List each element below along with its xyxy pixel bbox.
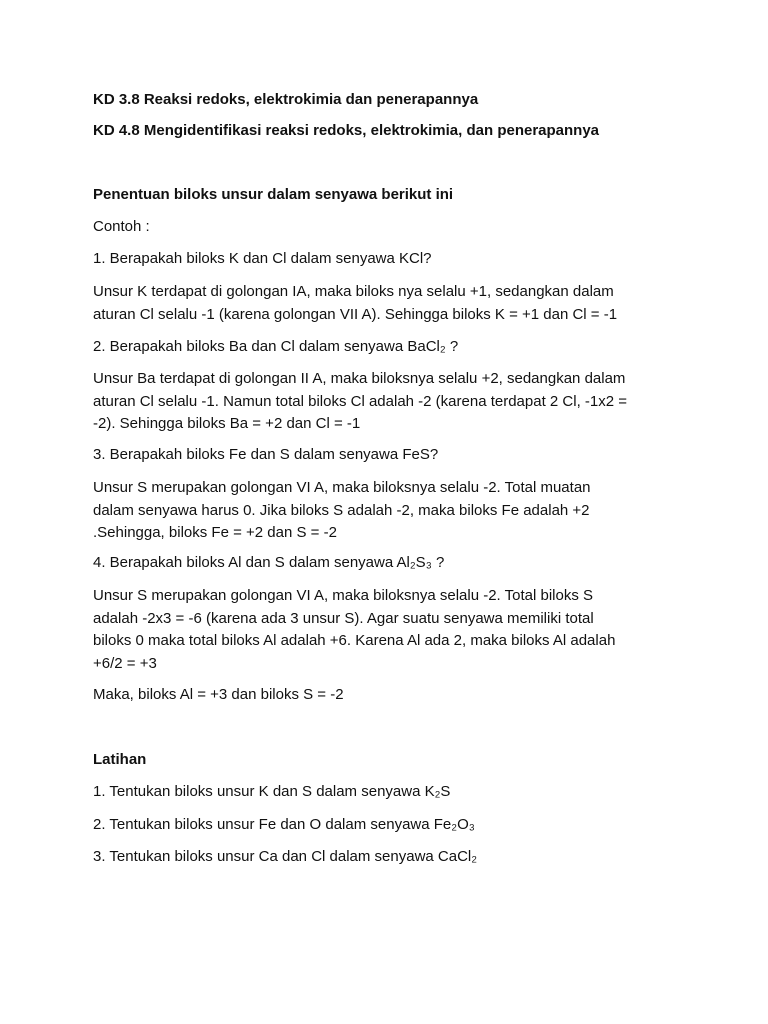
example-2-answer-line: -2). Sehingga biloks Ba = +2 dan Cl = -1 <box>93 415 361 432</box>
example-2-answer-line: aturan Cl selalu -1. Namun total biloks Cl adalah -2 (karena terdapat 2 Cl, -1x2 = <box>93 392 628 410</box>
example-4-answer-line: biloks 0 maka total biloks Al adalah +6. Karena Al ada 2, maka biloks Al adalah <box>93 632 616 649</box>
example-1-question: 1. Berapakah biloks K dan Cl dalam senyawa KCl? <box>93 250 432 267</box>
example-label: Contoh : <box>93 218 150 235</box>
example-4-answer-line: +6/2 = +3 <box>93 654 157 672</box>
section-title: Penentuan biloks unsur dalam senyawa berikut ini <box>93 186 454 203</box>
example-4-answer-line: Unsur S merupakan golongan VI A, maka biloksnya selalu -2. Total biloks S <box>93 587 593 604</box>
example-3-answer-line: .Sehingga, biloks Fe = +2 dan S = -2 <box>93 524 337 541</box>
example-3-answer-line: dalam senyawa harus 0. Jika biloks S adalah -2, maka biloks Fe adalah +2 <box>93 501 590 519</box>
example-1-answer-line: Unsur K terdapat di golongan IA, maka biloks nya selalu +1, sedangkan dalam <box>93 283 614 300</box>
kd-3-8-heading: KD 3.8 Reaksi redoks, elektrokimia dan penerapannya <box>93 91 479 108</box>
example-2-answer-line: Unsur Ba terdapat di golongan II A, maka biloksnya selalu +2, sedangkan dalam <box>93 370 626 387</box>
example-4-question: 4. Berapakah biloks Al dan S dalam senyawa Al₂S₃ ? <box>93 554 445 571</box>
example-4-answer-line: adalah -2x3 = -6 (karena ada 3 unsur S). Agar suatu senyawa memiliki total <box>93 609 594 627</box>
example-4-conclusion: Maka, biloks Al = +3 dan biloks S = -2 <box>93 686 344 703</box>
example-1-answer-line: aturan Cl selalu -1 (karena golongan VII A). Sehingga biloks K = +1 dan Cl = -1 <box>93 305 618 323</box>
exercise-item-1: 1. Tentukan biloks unsur K dan S dalam senyawa K₂S <box>93 783 451 800</box>
exercise-title: Latihan <box>93 751 147 768</box>
exercise-item-3: 3. Tentukan biloks unsur Ca dan Cl dalam senyawa CaCl₂ <box>93 848 478 865</box>
exercise-item-2: 2. Tentukan biloks unsur Fe dan O dalam senyawa Fe₂O₃ <box>93 816 475 833</box>
example-3-answer-line: Unsur S merupakan golongan VI A, maka biloksnya selalu -2. Total muatan <box>93 479 591 496</box>
example-4-answer <box>93 585 673 675</box>
example-1-answer <box>93 281 673 326</box>
example-2-question: 2. Berapakah biloks Ba dan Cl dalam senyawa BaCl₂ ? <box>93 338 459 355</box>
example-3-question: 3. Berapakah biloks Fe dan S dalam senyawa FeS? <box>93 446 439 463</box>
example-2-answer <box>93 368 673 436</box>
example-3-answer <box>93 477 673 545</box>
kd-4-8-heading: KD 4.8 Mengidentifikasi reaksi redoks, elektrokimia, dan penerapannya <box>93 122 600 139</box>
